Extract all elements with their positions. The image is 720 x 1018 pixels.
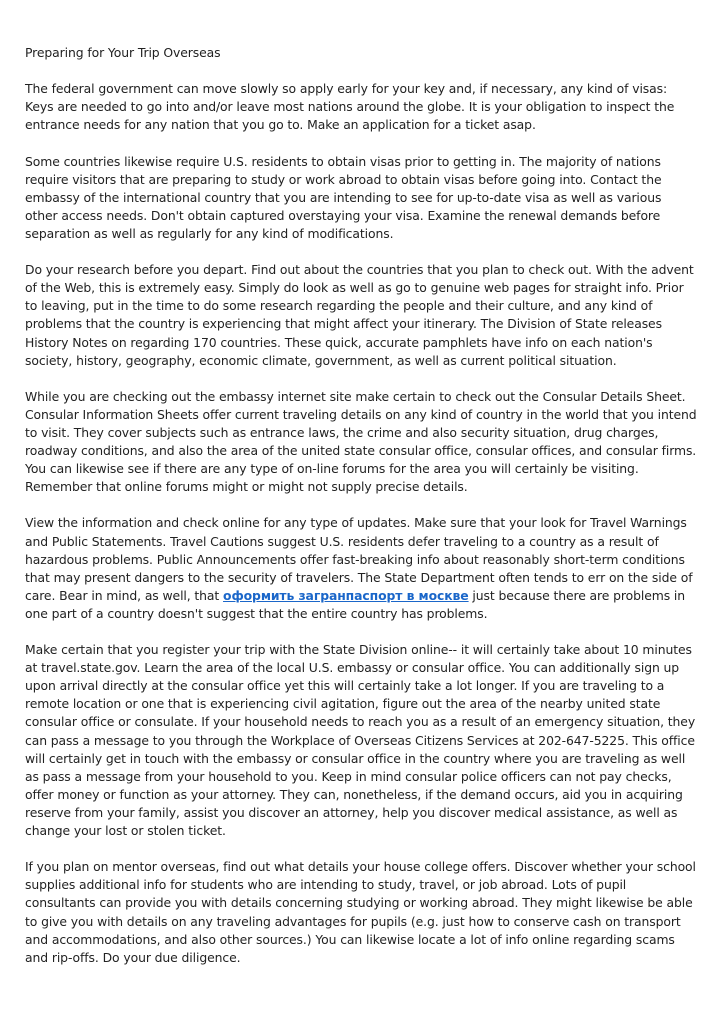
paragraph-passport-requirements: The federal government can move slowly so apply early for your key and, if necessary, any kind of visas: Keys are needed to go into and/or leave most nations around the globe. It is your obligation to inspect the entrance needs for any nation that you go to. Make an application for a ticket asap. (25, 81, 675, 133)
paragraph-visa-requirements: Some countries likewise require U.S. residents to obtain visas prior to getting in. The majority of nations require visitors that are preparing to study or work abroad to obtain visas before going into. Contact the embassy of the international country that you are intending to see for up-to-date visa as well as various other access needs. Don't obtain captured overstaying your visa. Examine the renewal demands before separation as well as regularly for any kind of modifications. (25, 153, 662, 241)
passport-link[interactable]: оформить загранпаспорт в москве (223, 587, 469, 603)
paragraph-research: Do your research before you depart. Find out about the countries that you plan to check out. With the advent of the Web, this is extremely easy. Simply do look as well as go to genuine web pages for straight info. Prior to leaving, put in the time to do some research regarding the people and their culture, and any kind of problems that the country is experiencing that might affect your itinerary. The Division of State releases History Notes on regarding 170 countries. These quick, accurate pamphlets have info on each nation's society, history, geography, economic climate, government, as well as current political situation. (25, 262, 694, 368)
paragraph-travel-warnings (25, 514, 697, 623)
document-page (25, 44, 697, 985)
page-title: Preparing for Your Trip Overseas (25, 45, 221, 60)
paragraph-study-abroad: If you plan on mentor overseas, find out what details your house college offers. Discover whether your school supplies additional info for students who are intending to study, travel, or job abroad. Lots of pupil consultants can provide you with details concerning studying or working abroad. They might likewise be able to give you with details on any traveling advantages for pupils (e.g. just how to conserve cash on transport and accommodations, and also other sources.) You can likewise locate a lot of info online regarding scams and rip-offs. Do your due diligence. (25, 859, 696, 965)
paragraph-text-after-link: just because there are problems in one part of a country doesn't suggest that the entire country has problems. (25, 587, 685, 621)
paragraph-consular-info: While you are checking out the embassy internet site make certain to check out the Consular Details Sheet. Consular Information Sheets offer current traveling details on any kind of country in the world that you intend to visit. They cover subjects such as entrance laws, the crime and also security situation, drug charges, roadway conditions, and also the area of the united state consular office, consular offices, and consular firms. You can likewise see if there are any type of on-line forums for the area you will certainly be visiting. Remember that online forums might or might not supply precise details. (25, 388, 697, 495)
paragraph-text-before-link: View the information and check online for any type of updates. Make sure that your look for Travel Warnings and Public Statements. Travel Cautions suggest U.S. residents defer traveling to a country as a result of hazardous problems. Public Announcements offer fast-breaking info about reasonably short-term conditions that may present dangers to the security of travelers. The State Department often tends to err on the side of care. Bear in mind, as well, that (25, 515, 693, 603)
paragraph-register-trip: Make certain that you register your trip with the State Division online-- it will certainly take about 10 minutes at travel.state.gov. Learn the area of the local U.S. embassy or consular office. You can additionally sign up upon arrival directly at the consular office yet this will certainly take a lot longer. If you are traveling to a remote location or one that is experiencing civil agitation, figure out the area of the nearby united state consular office or consulate. If your household needs to reach you as a result of an emergency situation, they can pass a message to you through the Workplace of Overseas Citizens Services at 202-647-5225. This office will certainly get in touch with the embassy or consular office in the country where you are traveling as well as pass a message from your household to you. Keep in mind consular police officers can not pay checks, offer money or function as your attorney. They can, nonetheless, if the demand occurs, aid you in acquiring reserve from your family, assist you discover an attorney, help you discover medical assistance, as well as change your lost or stolen ticket. (25, 642, 696, 839)
